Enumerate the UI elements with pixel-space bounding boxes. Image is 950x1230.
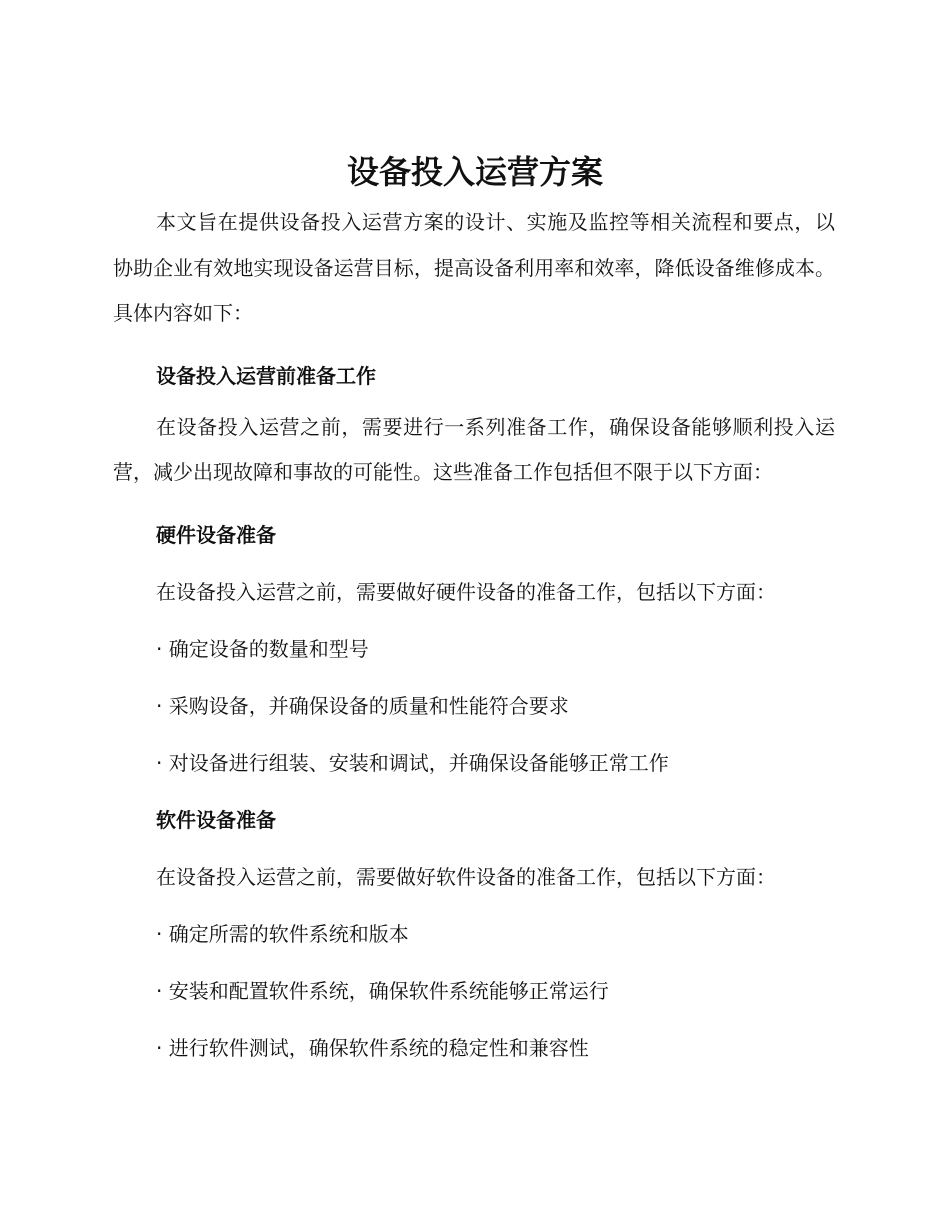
hardware-lead: 在设备投入运营之前，需要做好硬件设备的准备工作，包括以下方面： <box>156 579 776 604</box>
software-list-item: · 进行软件测试，确保软件系统的稳定性和兼容性 <box>156 1035 589 1060</box>
software-list-item: · 确定所需的软件系统和版本 <box>156 921 409 946</box>
section-heading-hardware: 硬件设备准备 <box>156 522 276 547</box>
intro-paragraph: 本文旨在提供设备投入运营方案的设计、实施及监控等相关流程和要点，以协助企业有效地实现设备运营目标，提高设备利用率和效率，降低设备维修成本。具体内容如下： <box>113 210 835 325</box>
spacer <box>113 496 835 507</box>
hardware-list-item: · 采购设备，并确保设备的质量和性能符合要求 <box>156 693 569 718</box>
software-lead: 在设备投入运营之前，需要做好软件设备的准备工作，包括以下方面： <box>156 864 776 889</box>
document-body <box>113 200 835 1077</box>
section-heading-software: 软件设备准备 <box>156 807 276 832</box>
hardware-list-item: · 确定设备的数量和型号 <box>156 636 369 661</box>
hardware-list-item: · 对设备进行组装、安装和调试，并确保设备能够正常工作 <box>156 750 669 775</box>
spacer <box>113 337 835 348</box>
section-heading-preparation: 设备投入运营前准备工作 <box>156 363 376 388</box>
document-title: 设备投入运营方案 <box>346 153 603 191</box>
software-list-item: · 安装和配置软件系统，确保软件系统能够正常运行 <box>156 978 609 1003</box>
preparation-paragraph: 在设备投入运营之前，需要进行一系列准备工作，确保设备能够顺利投入运营，减少出现故障和事故的可能性。这些准备工作包括但不限于以下方面： <box>113 414 835 484</box>
